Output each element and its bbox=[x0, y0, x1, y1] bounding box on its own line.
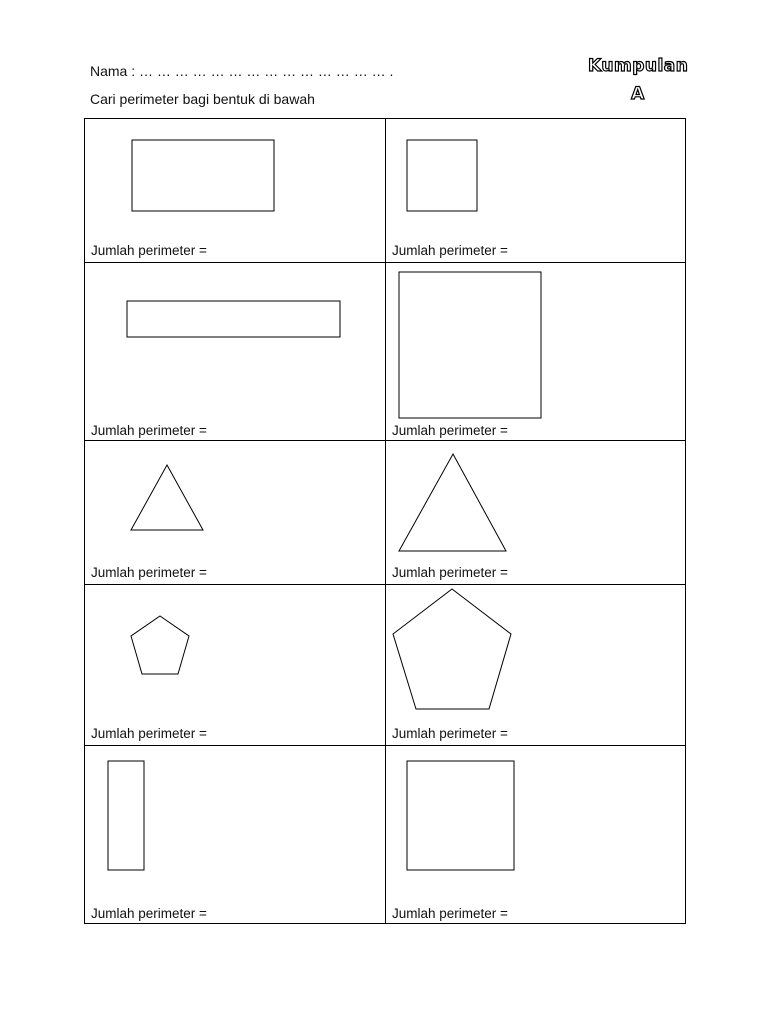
rectangle-shape bbox=[85, 263, 385, 440]
group-label-letter: A bbox=[631, 84, 645, 104]
triangle-shape bbox=[386, 441, 686, 584]
answer-label: Jumlah perimeter = bbox=[91, 726, 207, 741]
answer-label: Jumlah perimeter = bbox=[91, 243, 207, 258]
rectangle-shape bbox=[386, 263, 686, 440]
worksheet-cell bbox=[85, 746, 385, 923]
answer-label: Jumlah perimeter = bbox=[392, 906, 508, 921]
worksheet-cell bbox=[386, 585, 686, 745]
worksheet-table bbox=[84, 118, 686, 924]
group-label bbox=[588, 52, 688, 108]
worksheet-cell bbox=[85, 263, 385, 440]
answer-label: Jumlah perimeter = bbox=[392, 565, 508, 580]
worksheet-cell bbox=[386, 746, 686, 923]
worksheet-cell bbox=[85, 441, 385, 584]
pentagon-shape bbox=[386, 585, 686, 745]
answer-label: Jumlah perimeter = bbox=[392, 423, 508, 438]
worksheet-cell bbox=[386, 441, 686, 584]
name-line: Nama : … … … … … … … … … … … … … … . bbox=[90, 63, 394, 79]
worksheet-cell bbox=[386, 263, 686, 440]
answer-label: Jumlah perimeter = bbox=[392, 726, 508, 741]
answer-label: Jumlah perimeter = bbox=[91, 906, 207, 921]
answer-label: Jumlah perimeter = bbox=[91, 423, 207, 438]
answer-label: Jumlah perimeter = bbox=[392, 243, 508, 258]
square-shape bbox=[386, 746, 686, 923]
worksheet-cell bbox=[85, 585, 385, 745]
worksheet-cell bbox=[85, 119, 385, 262]
rectangle-shape bbox=[85, 119, 385, 262]
square-shape bbox=[386, 119, 686, 262]
instruction-text: Cari perimeter bagi bentuk di bawah bbox=[90, 91, 315, 107]
answer-label: Jumlah perimeter = bbox=[91, 565, 207, 580]
pentagon-shape bbox=[85, 585, 385, 745]
group-label-title: Kumpulan bbox=[588, 56, 689, 76]
triangle-shape bbox=[85, 441, 385, 584]
rectangle-shape bbox=[85, 746, 385, 923]
worksheet-cell bbox=[386, 119, 686, 262]
